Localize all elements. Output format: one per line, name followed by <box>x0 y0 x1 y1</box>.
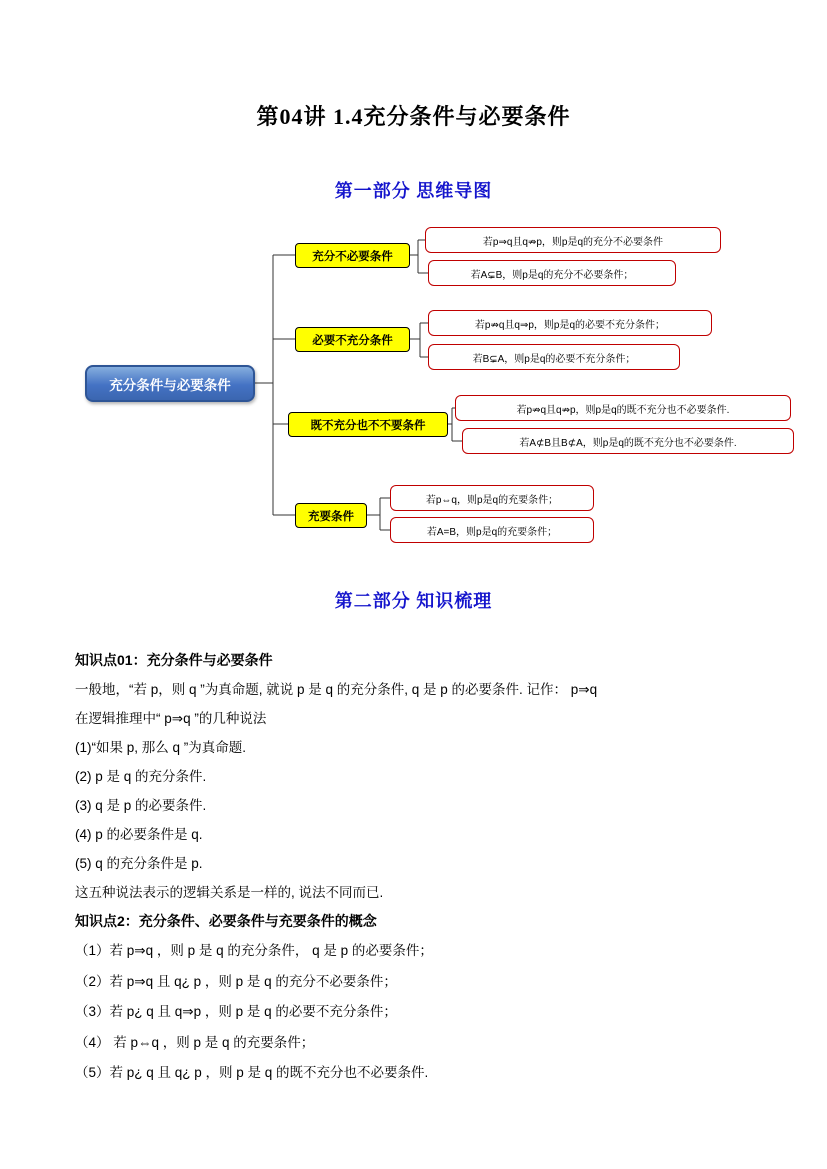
page-title: 第04讲 1.4充分条件与必要条件 <box>256 104 571 129</box>
mindmap-branch-sufficient-not-necessary: 充分不必要条件 <box>295 243 410 268</box>
knowledge-point1-line: (3) q 是 p 的必要条件. <box>75 798 207 813</box>
mindmap-diagram <box>0 215 827 560</box>
mindmap-branch-neither: 既不充分也不不要条件 <box>288 412 448 437</box>
mindmap-leaf-iff-2: 若A=B，则p是q的充要条件； <box>390 517 594 543</box>
knowledge-point1-line: (5) q 的充分条件是 p. <box>75 856 203 871</box>
mindmap-leaf-sufficient-1: 若p⇒q且q⇏p，则p是q的充分不必要条件 <box>425 227 721 253</box>
section-heading-mindmap: 第一部分 思维导图 <box>334 181 493 201</box>
knowledge-point2-line: （2）若 p⇒q 且 q¿ p ，则 p 是 q 的充分不必要条件； <box>75 973 397 989</box>
knowledge-point1-line: (4) p 的必要条件是 q. <box>75 827 203 842</box>
knowledge-point1-line: 一般地，“若 p，则 q ”为真命题, 就说 p 是 q 的充分条件, q 是 p 的必要条件. 记作： p⇒q <box>75 682 598 697</box>
knowledge-point2-line: （4） 若 p⇔q ，则 p 是 q 的充要条件； <box>75 1034 315 1050</box>
knowledge-point2-line: （1）若 p⇒q ，则 p 是 q 的充分条件， q 是 p 的必要条件； <box>75 943 433 958</box>
knowledge-section <box>75 646 775 1089</box>
mindmap-leaf-iff-1: 若p⇔q，则p是q的充要条件； <box>390 485 594 511</box>
mindmap-branch-iff: 充要条件 <box>295 503 367 528</box>
knowledge-point2-line: （5）若 p¿ q 且 q¿ p ，则 p 是 q 的既不充分也不必要条件. <box>75 1065 429 1080</box>
mindmap-leaf-necessary-1: 若p⇏q且q⇒p，则p是q的必要不充分条件； <box>428 310 712 336</box>
knowledge-point1-line: 在逻辑推理中“ p⇒q ”的几种说法 <box>75 711 267 726</box>
mindmap-leaf-neither-1: 若p⇏q且q⇏p，则p是q的既不充分也不必要条件. <box>455 395 791 421</box>
knowledge-point1-line: 这五种说法表示的逻辑关系是一样的, 说法不同而已. <box>75 885 384 900</box>
knowledge-point2-title: 知识点2：充分条件、必要条件与充要条件的概念 <box>75 913 377 929</box>
mindmap-leaf-sufficient-2: 若A⊊B，则p是q的充分不必要条件； <box>428 260 676 286</box>
mindmap-root-node: 充分条件与必要条件 <box>85 365 255 402</box>
knowledge-point2-line: （3）若 p¿ q 且 q⇒p ，则 p 是 q 的必要不充分条件； <box>75 1004 397 1019</box>
mindmap-branch-necessary-not-sufficient: 必要不充分条件 <box>295 327 410 352</box>
mindmap-leaf-necessary-2: 若B⊊A，则p是q的必要不充分条件； <box>428 344 680 370</box>
mindmap-leaf-neither-2: 若A⊄B且B⊄A，则p是q的既不充分也不必要条件. <box>462 428 794 454</box>
section-heading-knowledge: 第二部分 知识梳理 <box>334 591 493 611</box>
knowledge-point1-line: (1)“如果 p, 那么 q ”为真命题. <box>75 740 247 755</box>
knowledge-point1-line: (2) p 是 q 的充分条件. <box>75 769 207 784</box>
knowledge-point1-title: 知识点01：充分条件与必要条件 <box>75 652 273 668</box>
